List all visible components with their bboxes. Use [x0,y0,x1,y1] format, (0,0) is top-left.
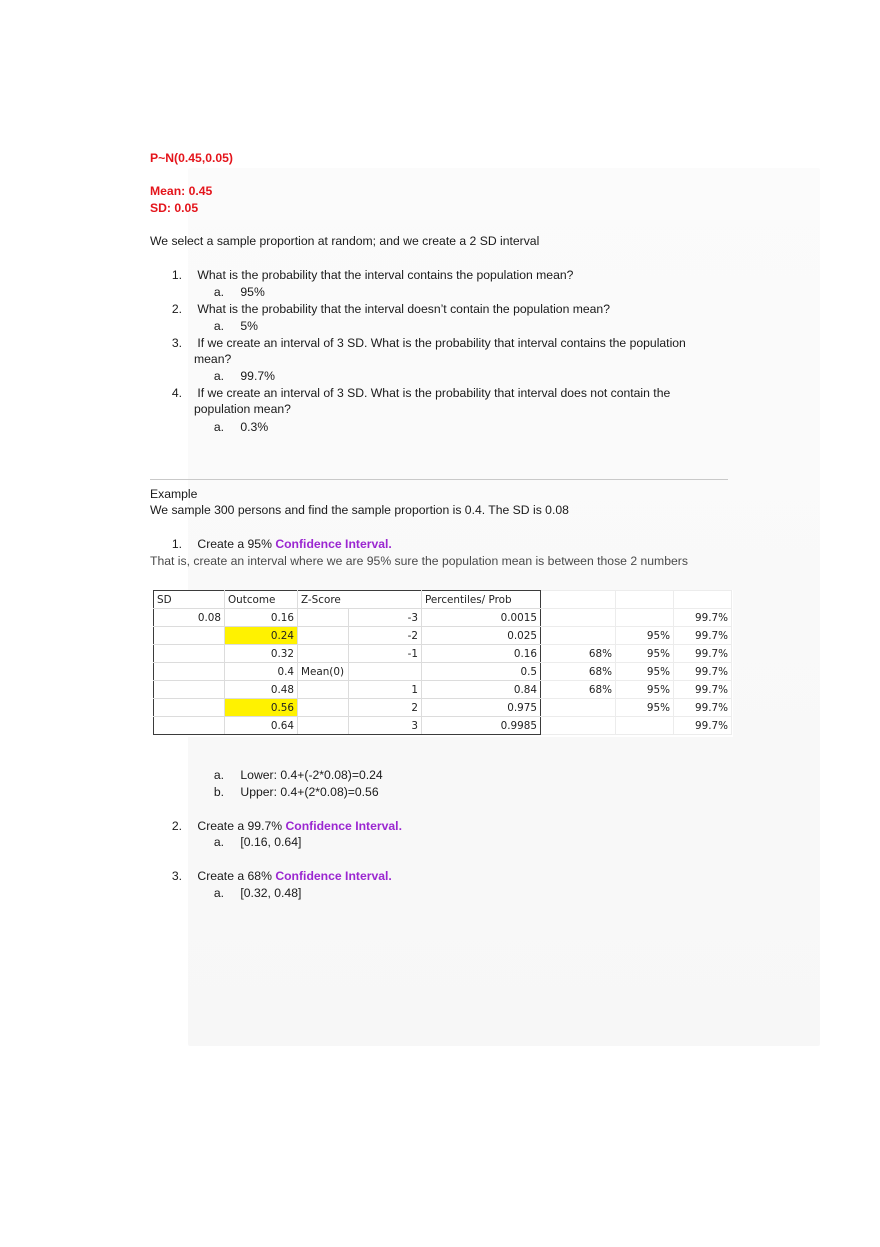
cell-outcome: 0.48 [225,681,298,699]
task-number: 1. [171,537,182,551]
cell-outcome: 0.64 [225,717,298,735]
answer-text: 0.3% [240,420,269,434]
task-1-explanation: That is, create an interval where we are 95% sure the population mean is between those 2 numbers [150,554,688,568]
cell-sd [154,663,225,681]
cell-label [298,609,349,627]
header-outcome: Outcome [225,591,298,609]
header-empty [674,591,732,609]
question-3 [160,336,686,351]
cell-outcome-highlighted: 0.56 [225,699,298,717]
question-3-continued: mean? [194,352,232,366]
cell-z-score: -2 [349,627,422,645]
table-row [154,663,732,681]
cell-label [298,699,349,717]
cell-prob: 0.5 [422,663,541,681]
cell-95: 95% [616,681,674,699]
question-1 [160,268,573,283]
task-1-answer-b [204,785,379,800]
cell-prob: 0.16 [422,645,541,663]
cell-z-score: 1 [349,681,422,699]
question-text: What is the probability that the interval doesn’t contain the population mean? [197,302,610,316]
table-row [154,699,732,717]
header-percentiles: Percentiles/ Prob [422,591,541,609]
answer-text: 99.7% [240,369,275,383]
table-row [154,645,732,663]
cell-label [298,717,349,735]
answer-text: 5% [240,319,259,333]
cell-95 [616,609,674,627]
header-empty [616,591,674,609]
task-prefix: Create a 95% [197,537,276,551]
answer-text: Upper: 0.4+(2*0.08)=0.56 [240,785,379,799]
cell-997: 99.7% [674,681,732,699]
section-divider [150,479,728,480]
cell-95: 95% [616,645,674,663]
answer-1 [204,285,265,300]
question-text: If we create an interval of 3 SD. What is the probability that interval does not contain the [197,386,671,400]
answer-text: [0.32, 0.48] [240,886,302,900]
header-z-score: Z-Score [298,591,349,609]
sd-label: SD: 0.05 [150,201,199,215]
cell-997: 99.7% [674,645,732,663]
task-prefix: Create a 68% [197,869,276,883]
cell-95 [616,717,674,735]
distribution-heading: P~N(0.45,0.05) [150,151,233,165]
question-text: What is the probability that the interval contains the population mean? [197,268,574,282]
cell-label [298,645,349,663]
cell-68: 68% [541,645,616,663]
header-sd: SD [154,591,225,609]
answer-letter: a. [213,420,224,434]
table-row [154,627,732,645]
table-row [154,681,732,699]
question-text: If we create an interval of 3 SD. What is the probability that interval contains the population [197,336,686,350]
cell-68 [541,699,616,717]
task-prefix: Create a 99.7% [197,819,286,833]
task-2 [160,819,402,834]
cell-95: 95% [616,699,674,717]
question-number: 1. [171,268,182,282]
header-empty [349,591,422,609]
cell-sd [154,717,225,735]
question-number: 2. [171,302,182,316]
example-label: Example [150,487,198,501]
cell-z-score: -1 [349,645,422,663]
cell-95: 95% [616,663,674,681]
task-number: 2. [171,819,182,833]
answer-text: [0.16, 0.64] [240,835,302,849]
example-statement: We sample 300 persons and find the sample proportion is 0.4. The SD is 0.08 [150,503,569,517]
mean-label: Mean: 0.45 [150,184,213,198]
cell-95: 95% [616,627,674,645]
cell-label [298,627,349,645]
cell-68: 68% [541,663,616,681]
confidence-interval-highlight: Confidence Interval. [275,869,392,883]
cell-68 [541,717,616,735]
cell-sd: 0.08 [154,609,225,627]
header-empty [541,591,616,609]
answer-letter: a. [213,886,224,900]
cell-997: 99.7% [674,699,732,717]
cell-label [298,681,349,699]
answer-text: Lower: 0.4+(-2*0.08)=0.24 [240,768,383,782]
task-3 [160,869,392,884]
task-2-answer [204,835,301,850]
cell-997: 99.7% [674,627,732,645]
cell-sd [154,699,225,717]
cell-z-score: 3 [349,717,422,735]
question-number: 4. [171,386,182,400]
answer-4 [204,420,268,435]
answer-letter: a. [213,319,224,333]
cell-outcome: 0.16 [225,609,298,627]
cell-z-score: 2 [349,699,422,717]
cell-prob: 0.84 [422,681,541,699]
cell-sd [154,645,225,663]
cell-prob: 0.975 [422,699,541,717]
answer-3 [204,369,275,384]
answer-text: 95% [240,285,265,299]
task-3-answer [204,886,301,901]
question-2 [160,302,610,317]
answer-letter: a. [213,285,224,299]
confidence-interval-highlight: Confidence Interval. [275,537,392,551]
cell-prob: 0.025 [422,627,541,645]
cell-sd [154,681,225,699]
cell-sd [154,627,225,645]
cell-68 [541,609,616,627]
cell-z-score: -3 [349,609,422,627]
table-header-row [154,591,732,609]
answer-letter: a. [213,835,224,849]
cell-997: 99.7% [674,609,732,627]
cell-outcome: 0.4 [225,663,298,681]
cell-outcome-highlighted: 0.24 [225,627,298,645]
cell-prob: 0.0015 [422,609,541,627]
answer-2 [204,319,258,334]
task-1 [160,537,392,552]
confidence-interval-highlight: Confidence Interval. [285,819,402,833]
question-number: 3. [171,336,182,350]
question-4 [160,386,670,401]
task-1-answer-a [204,768,383,783]
cell-z-score [349,663,422,681]
answer-letter: a. [213,768,224,782]
cell-997: 99.7% [674,663,732,681]
question-4-continued: population mean? [194,402,291,416]
table-row [154,609,732,627]
percentile-table [153,590,732,735]
percentile-table-image [153,590,733,737]
answer-letter: b. [213,785,224,799]
answer-letter: a. [213,369,224,383]
task-number: 3. [171,869,182,883]
table-row [154,717,732,735]
cell-68: 68% [541,681,616,699]
intro-text: We select a sample proportion at random; and we create a 2 SD interval [150,234,540,248]
cell-68 [541,627,616,645]
cell-997: 99.7% [674,717,732,735]
cell-label: Mean(0) [298,663,349,681]
cell-prob: 0.9985 [422,717,541,735]
cell-outcome: 0.32 [225,645,298,663]
